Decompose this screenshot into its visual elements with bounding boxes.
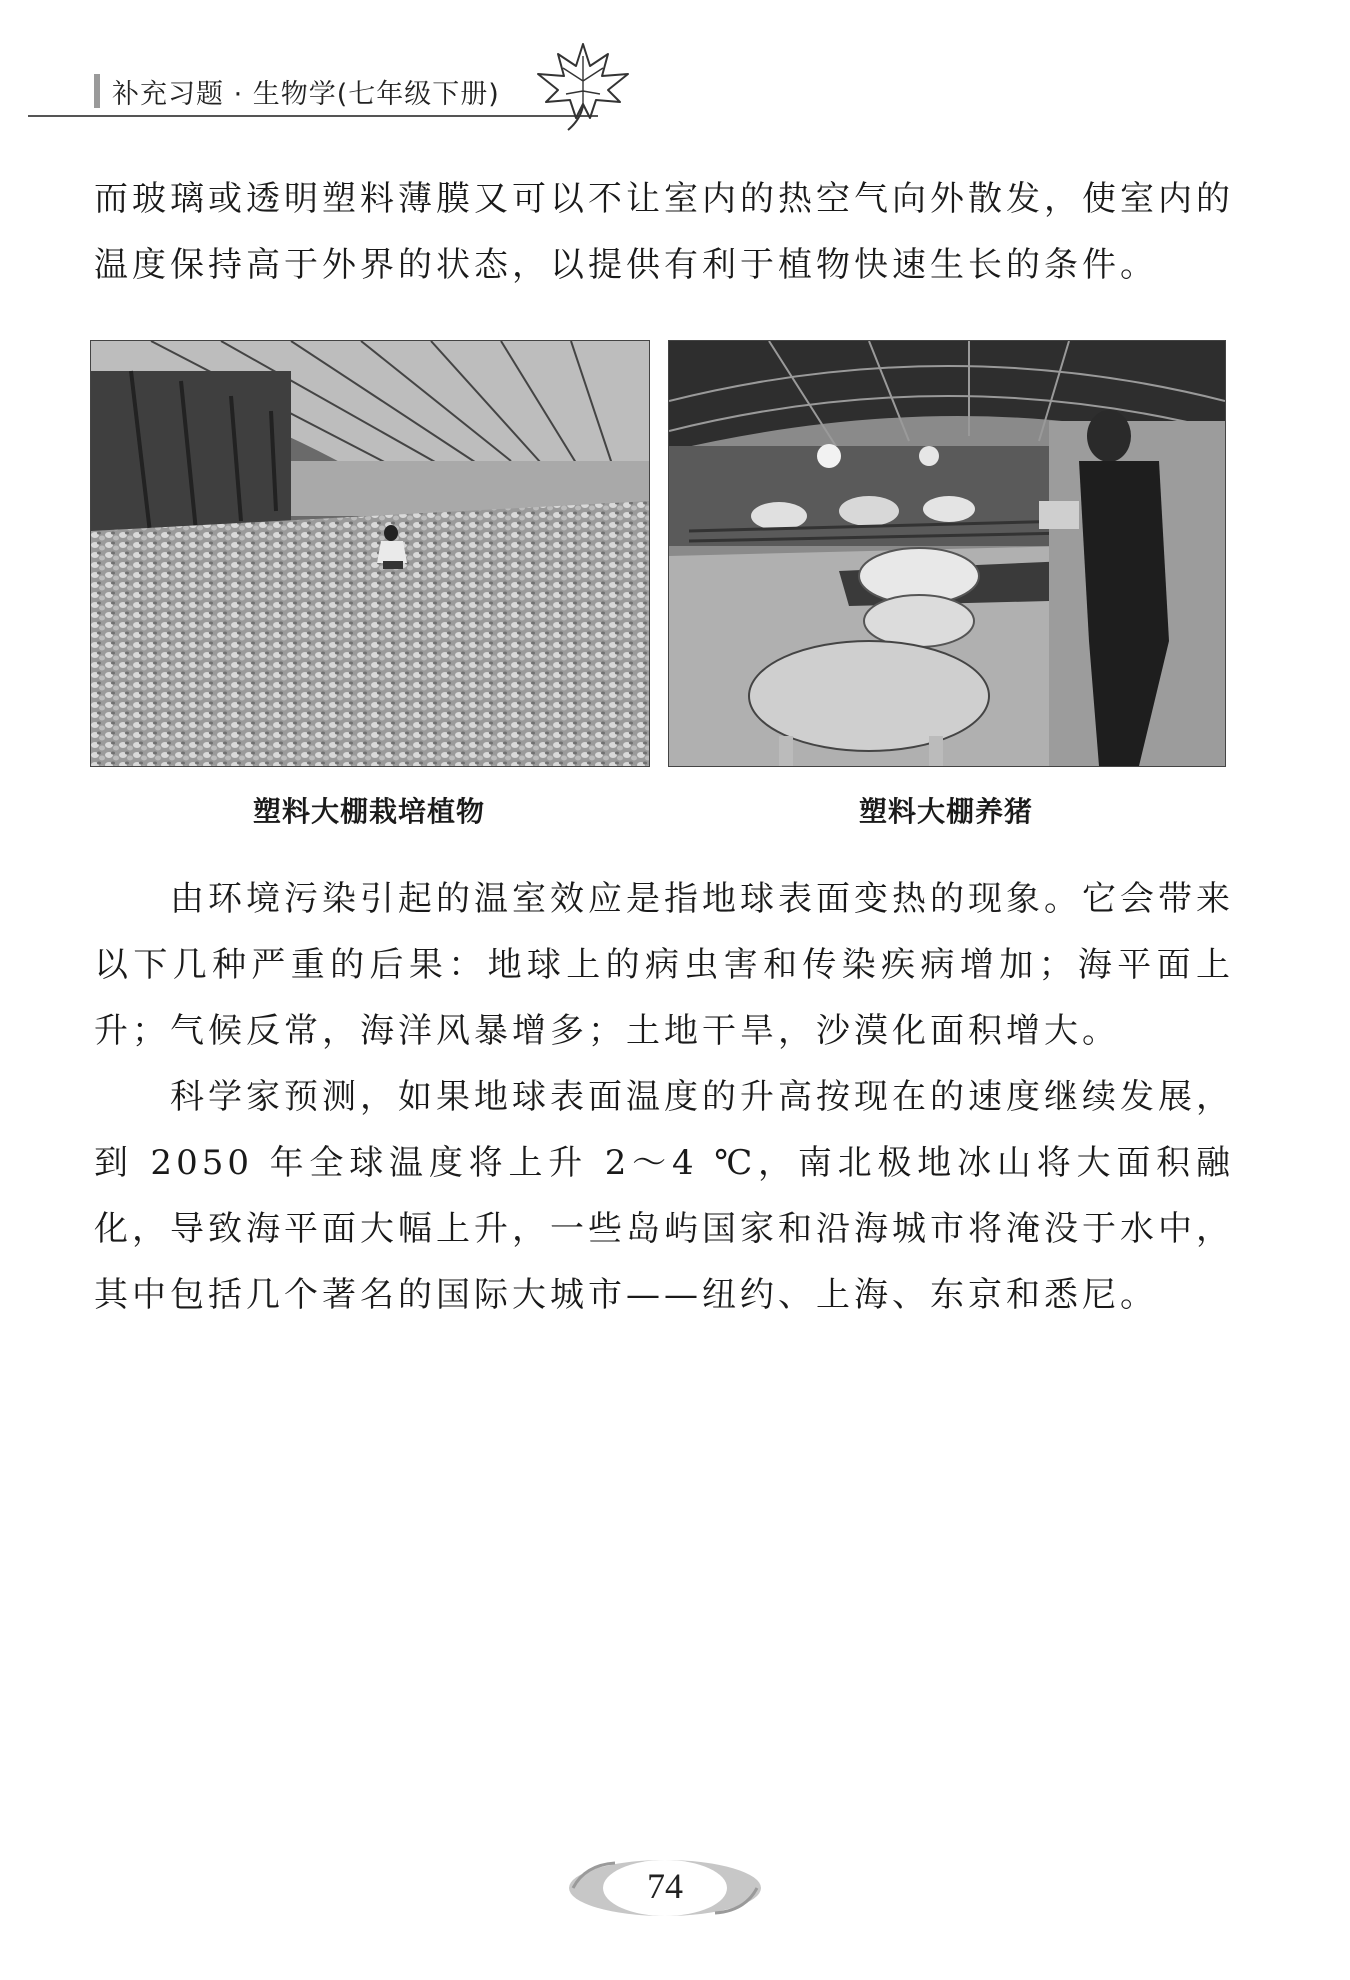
header-title: 补充习题 · 生物学(七年级下册)	[112, 79, 500, 110]
figure-caption-1: 塑料大棚栽培植物	[252, 795, 485, 828]
header-rule	[28, 115, 598, 117]
paragraph-1: 而玻璃或透明塑料薄膜又可以不让室内的热空气向外散发，使室内的温度保持高于外界的状态，以提供有利于植物快速生长的条件。	[94, 179, 1234, 285]
greenhouse-pigs-photo	[668, 340, 1226, 767]
maple-leaf-icon	[528, 36, 638, 136]
paragraph-2: 由环境污染引起的温室效应是指地球表面变热的现象。它会带来以下几种严重的后果：地球上的病虫害和传染疾病增加；海平面上升；气候反常，海洋风暴增多；土地干旱，沙漠化面积增大。	[94, 879, 1234, 1051]
running-header	[28, 50, 628, 130]
header-accent-bar	[94, 74, 100, 108]
figure-caption-2: 塑料大棚养猪	[858, 795, 1033, 828]
paragraph-3: 科学家预测，如果地球表面温度的升高按现在的速度继续发展，到 2050 年全球温度将上升 2～4 ℃，南北极地冰山将大面积融化，导致海平面大幅上升，一些岛屿国家和沿海城市将淹没于水中，其中包括几个著名的国际大城市——纽约、上海、东京和悉尼。	[94, 1077, 1234, 1315]
page-number: 74	[647, 1866, 683, 1906]
greenhouse-plants-photo	[90, 340, 650, 767]
page-number-badge	[565, 1855, 765, 1921]
